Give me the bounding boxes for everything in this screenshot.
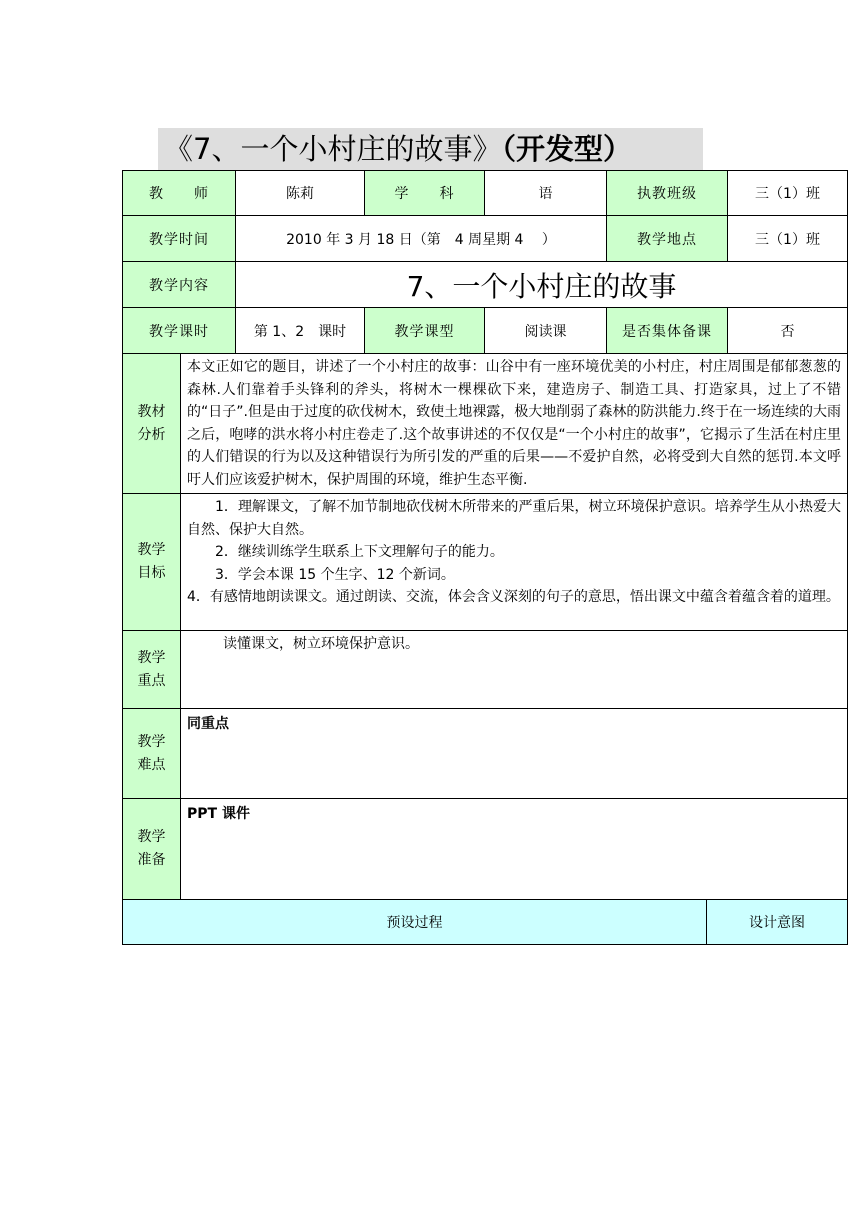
title-suffix: （开发型） — [501, 132, 632, 166]
place-value: 三（1）班 — [728, 216, 848, 262]
lesson-plan-table — [122, 170, 848, 945]
hours-value: 第 1、2 课时 — [236, 308, 365, 354]
type-value: 阅读课 — [485, 308, 607, 354]
intent-header: 设计意图 — [707, 900, 848, 945]
content-value: 7、一个小村庄的故事 — [236, 262, 848, 308]
analysis-text: 本文正如它的题目，讲述了一个小村庄的故事：山谷中有一座环境优美的小村庄，村庄周围是郁郁葱葱的森林.人们靠着手头锋利的斧头，将树木一棵棵砍下来，建造房子、制造工具、打造家具，过上了不错的“日子”.但是由于过度的砍伐树木，致使土地裸露，极大地削弱了森林的防洪能力.终于在一场连续的大雨之后，咆哮的洪水将小村庄卷走了.这个故事讲述的不仅仅是“一个小村庄的故事”，它揭示了生活在村庄里的人们错误的行为以及这种错误行为所引发的严重的后果——不爱护自然，必将受到大自然的惩罚.本文呼吁人们应该爱护树木，保护周围的环境，维护生态平衡. — [181, 354, 848, 494]
process-header: 预设过程 — [123, 900, 707, 945]
collective-value: 否 — [728, 308, 848, 354]
goal-item: 1．理解课文，了解不加节制地砍伐树木所带来的严重后果，树立环境保护意识。培养学生从小热爱大自然、保护大自然。 — [187, 499, 841, 538]
page-title — [164, 130, 632, 168]
class-label: 执教班级 — [607, 171, 728, 216]
subject-label: 学 科 — [365, 171, 485, 216]
title-band — [158, 128, 703, 170]
class-value: 三（1）班 — [728, 171, 848, 216]
time-value: 2010 年 3 月 18 日（第 4 周星期 4 ） — [236, 216, 607, 262]
type-label: 教学课型 — [365, 308, 485, 354]
place-label: 教学地点 — [607, 216, 728, 262]
goal-item: 3．学会本课 15 个生字、12 个新词。 — [215, 566, 455, 583]
goals-label: 教学 目标 — [123, 494, 181, 631]
content-label: 教学内容 — [123, 262, 236, 308]
difficulties-text: 同重点 — [181, 709, 848, 799]
teacher-label: 教 师 — [123, 171, 236, 216]
goals-list — [181, 494, 848, 631]
key-points-text: 读懂课文，树立环境保护意识。 — [181, 631, 848, 709]
preparation-text: PPT 课件 — [181, 799, 848, 900]
goal-item: 2．继续训练学生联系上下文理解句子的能力。 — [215, 544, 504, 560]
difficulties-label: 教学 难点 — [123, 709, 181, 799]
teacher-value: 陈莉 — [236, 171, 365, 216]
analysis-label: 教材 分析 — [123, 354, 181, 494]
goal-item: 4．有感情地朗读课文。通过朗读、交流，体会含义深刻的句子的意思，悟出课文中蕴含着蕴含着的道理。 — [187, 589, 840, 605]
subject-value: 语 — [485, 171, 607, 216]
key-points-label: 教学 重点 — [123, 631, 181, 709]
time-label: 教学时间 — [123, 216, 236, 262]
collective-label: 是否集体备课 — [607, 308, 728, 354]
title-main: 《7、一个小村庄的故事》 — [164, 132, 502, 166]
preparation-label: 教学 准备 — [123, 799, 181, 900]
hours-label: 教学课时 — [123, 308, 236, 354]
